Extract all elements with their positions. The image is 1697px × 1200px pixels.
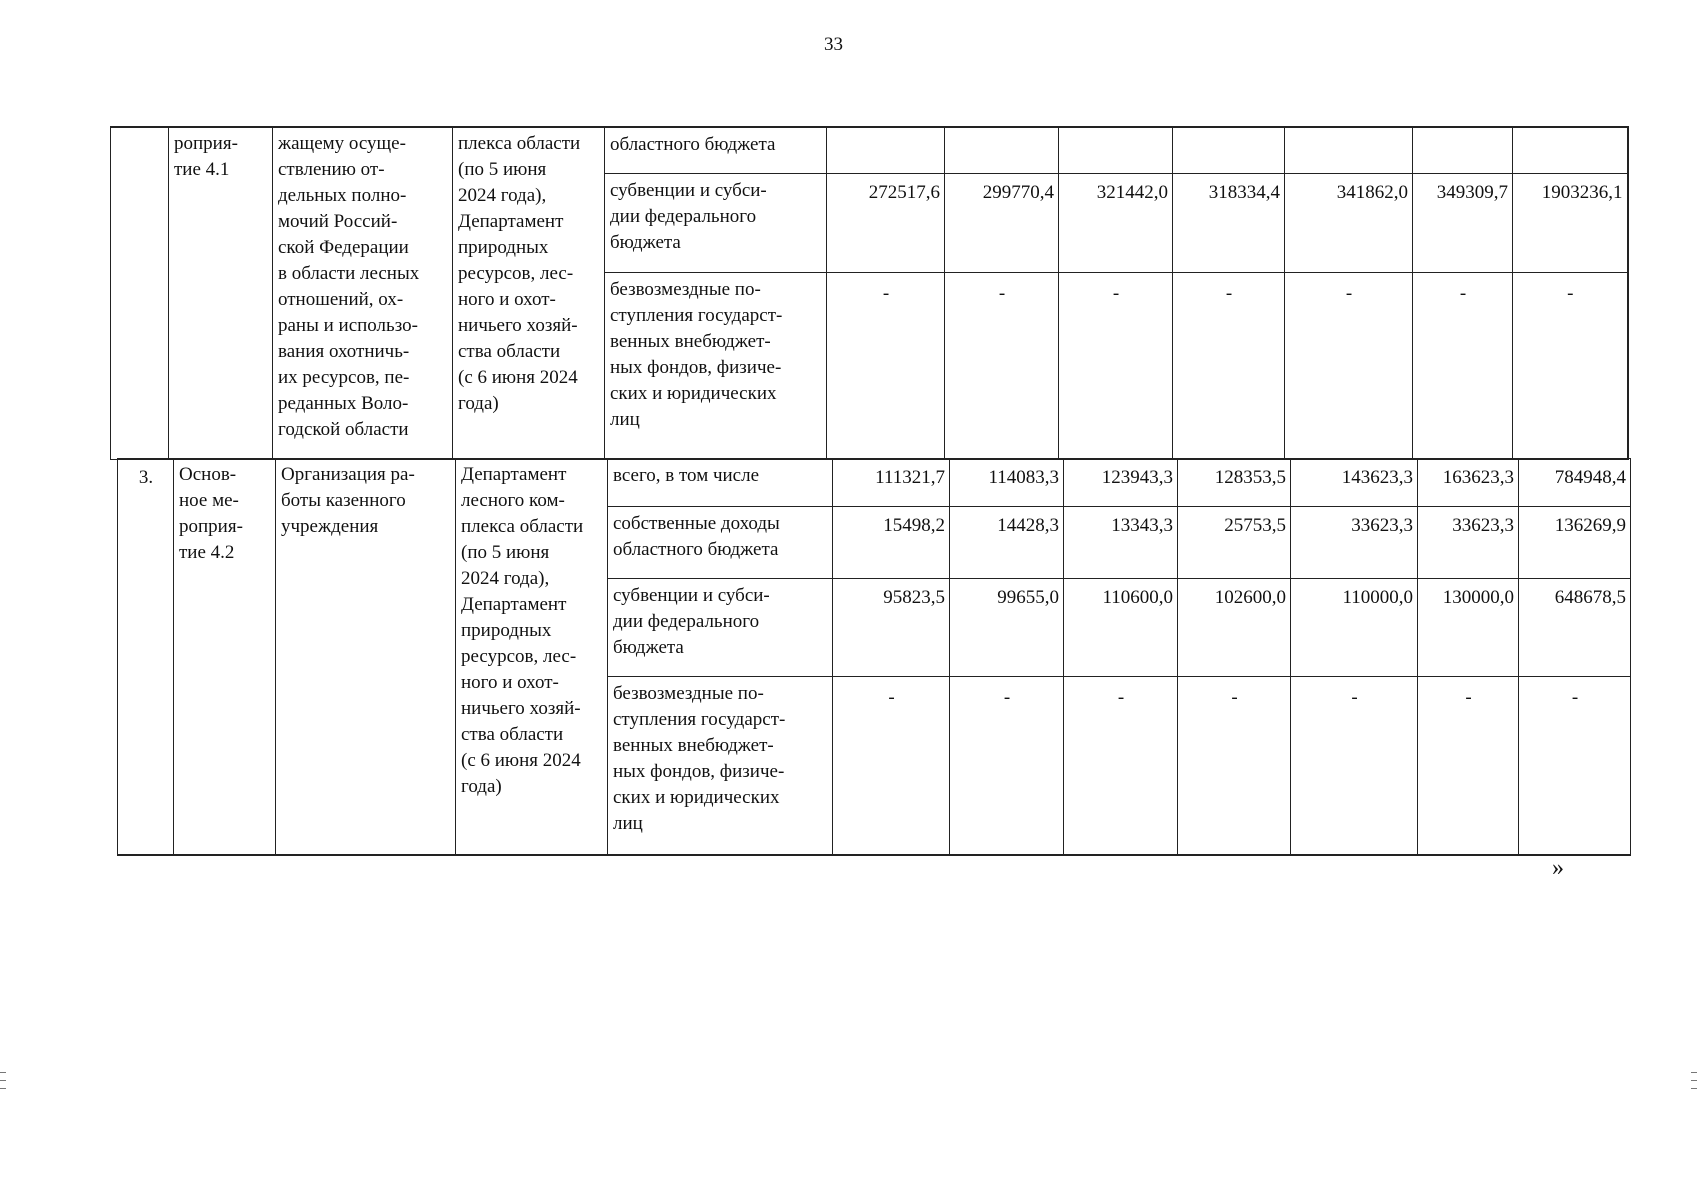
value-cell: 318334,4 bbox=[1173, 173, 1285, 272]
event-name-cell: Организация ра- боты казенного учреждения bbox=[276, 459, 456, 855]
row-number-cell bbox=[111, 127, 169, 459]
value-cell: 341862,0 bbox=[1285, 173, 1413, 272]
value-cell: 349309,7 bbox=[1413, 173, 1513, 272]
value-cell: - bbox=[1285, 272, 1413, 459]
executor-cell: плекса области (по 5 июня 2024 года), Департамент природных ресурсов, лес- ного и охот- ничьего хозяй- ства области (с 6 июня 2024 года) bbox=[453, 127, 605, 459]
value-cell: - bbox=[1059, 272, 1173, 459]
value-cell: 1903236,1 bbox=[1513, 173, 1628, 272]
scan-edge-mark bbox=[1691, 1072, 1697, 1073]
scan-edge-mark bbox=[0, 1088, 6, 1089]
value-cell bbox=[1059, 127, 1173, 173]
funding-source-cell: безвозмездные по- ступления государст- венных внебюджет- ных фондов, физиче- ских и юридических лиц bbox=[605, 272, 827, 459]
event-cell: Основ- ное ме- роприя- тие 4.2 bbox=[174, 459, 276, 855]
value-cell: - bbox=[1291, 677, 1418, 855]
value-cell bbox=[1173, 127, 1285, 173]
value-cell: 25753,5 bbox=[1178, 507, 1291, 579]
value-cell bbox=[945, 127, 1059, 173]
value-cell: 99655,0 bbox=[950, 579, 1064, 677]
value-cell bbox=[1513, 127, 1628, 173]
scan-edge-mark bbox=[0, 1072, 6, 1073]
event-cell: роприя- тие 4.1 bbox=[169, 127, 273, 459]
value-cell: - bbox=[945, 272, 1059, 459]
value-cell: 95823,5 bbox=[833, 579, 950, 677]
value-cell: 110600,0 bbox=[1064, 579, 1178, 677]
funding-source-cell: субвенции и субси- дии федерального бюджета bbox=[608, 579, 833, 677]
value-cell: - bbox=[1064, 677, 1178, 855]
scan-edge-mark bbox=[1691, 1088, 1697, 1089]
funding-source-cell: всего, в том числе bbox=[608, 459, 833, 507]
value-cell: 128353,5 bbox=[1178, 459, 1291, 507]
value-cell: 136269,9 bbox=[1519, 507, 1631, 579]
value-cell: 15498,2 bbox=[833, 507, 950, 579]
value-cell: - bbox=[1173, 272, 1285, 459]
value-cell: 14428,3 bbox=[950, 507, 1064, 579]
value-cell: - bbox=[833, 677, 950, 855]
value-cell: - bbox=[1513, 272, 1628, 459]
value-cell: 111321,7 bbox=[833, 459, 950, 507]
closing-quote-mark: » bbox=[1552, 855, 1564, 881]
funding-source-cell: областного бюджета bbox=[605, 127, 827, 173]
row-number-cell: 3. bbox=[118, 459, 174, 855]
value-cell: 13343,3 bbox=[1064, 507, 1178, 579]
value-cell: 130000,0 bbox=[1418, 579, 1519, 677]
value-cell: 784948,4 bbox=[1519, 459, 1631, 507]
value-cell: 272517,6 bbox=[827, 173, 945, 272]
scan-edge-mark bbox=[1691, 1080, 1697, 1081]
value-cell: 143623,3 bbox=[1291, 459, 1418, 507]
funding-source-cell: собственные доходы областного бюджета bbox=[608, 507, 833, 579]
value-cell: 102600,0 bbox=[1178, 579, 1291, 677]
page-number: 33 bbox=[824, 34, 843, 55]
value-cell bbox=[1285, 127, 1413, 173]
value-cell: 33623,3 bbox=[1291, 507, 1418, 579]
event-name-cell: жащему осуще- ствлению от- дельных полно- мочий Россий- ской Федерации в области лесных отношений, ох- раны и использо- вания охотничь- их ресурсов, пе- реданных Воло- годской области bbox=[273, 127, 453, 459]
value-cell: - bbox=[1413, 272, 1513, 459]
value-cell: - bbox=[950, 677, 1064, 855]
value-cell: - bbox=[1418, 677, 1519, 855]
value-cell: - bbox=[1519, 677, 1631, 855]
value-cell bbox=[827, 127, 945, 173]
budget-table-part-1 bbox=[110, 126, 1629, 460]
value-cell: 299770,4 bbox=[945, 173, 1059, 272]
value-cell: - bbox=[1178, 677, 1291, 855]
budget-table-part-2 bbox=[117, 458, 1631, 856]
value-cell: 321442,0 bbox=[1059, 173, 1173, 272]
funding-source-cell: безвозмездные по- ступления государст- венных внебюджет- ных фондов, физиче- ских и юридических лиц bbox=[608, 677, 833, 855]
value-cell: - bbox=[827, 272, 945, 459]
value-cell: 123943,3 bbox=[1064, 459, 1178, 507]
executor-cell: Департамент лесного ком- плекса области (по 5 июня 2024 года), Департамент природных ресурсов, лес- ного и охот- ничьего хозяй- ства области (с 6 июня 2024 года) bbox=[456, 459, 608, 855]
value-cell: 114083,3 bbox=[950, 459, 1064, 507]
value-cell: 648678,5 bbox=[1519, 579, 1631, 677]
scan-edge-mark bbox=[0, 1080, 6, 1081]
value-cell: 33623,3 bbox=[1418, 507, 1519, 579]
value-cell: 110000,0 bbox=[1291, 579, 1418, 677]
value-cell: 163623,3 bbox=[1418, 459, 1519, 507]
funding-source-cell: субвенции и субси- дии федерального бюджета bbox=[605, 173, 827, 272]
value-cell bbox=[1413, 127, 1513, 173]
